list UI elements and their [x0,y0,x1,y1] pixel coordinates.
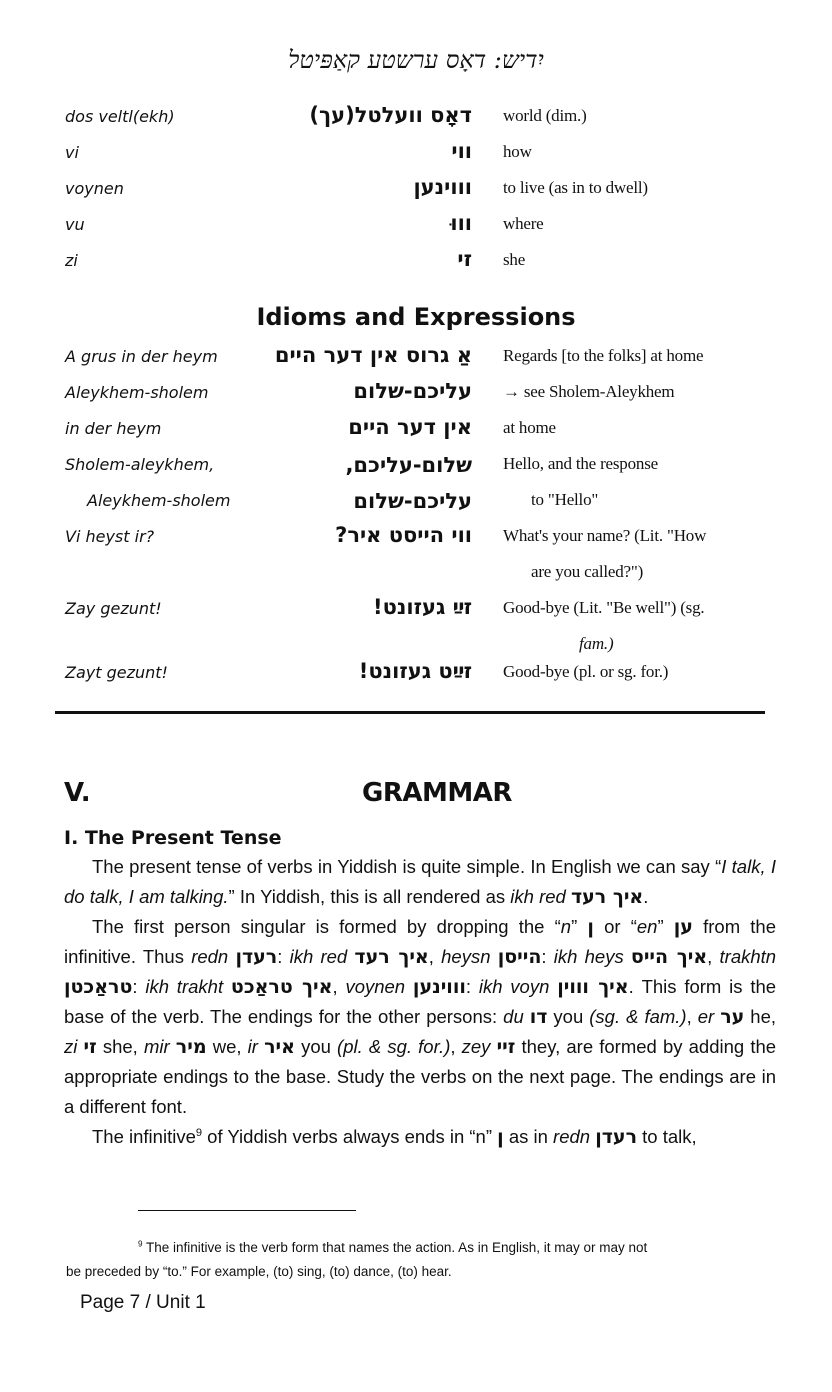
yiddish-inline: מיר [175,1036,207,1058]
vocabulary-list [0,105,832,285]
page-number: Page 7 / Unit 1 [80,1292,206,1313]
transliteration-inline: voynen [345,976,406,997]
yiddish-inline: ן [497,1126,504,1148]
text: : [541,946,554,967]
idiom-english: at home [503,418,556,437]
yiddish-inline: איך טראַכט [230,976,333,998]
vocab-transliteration: zi [65,251,78,270]
idiom-english-line: fam.) [579,634,614,653]
transliteration-inline: redn [191,946,229,967]
running-head: יִדיש: דאָס ערשטע קאַפּיטל [288,46,544,74]
idiom-english-line: to "Hello" [531,490,599,509]
text-italic: n [560,916,572,937]
idiom-row [0,525,832,597]
vocab-transliteration: voynen [65,179,124,198]
yiddish-inline: רעדן [235,946,278,968]
text-italic: en [636,916,658,937]
footnote-reference[interactable]: 9 [195,1126,203,1139]
vocab-english: where [503,214,544,233]
vocab-english: how [503,142,532,161]
idiom-english: → see Sholem-Aleykhem [503,382,675,401]
idiom-english [503,518,706,590]
text: she, [96,1036,144,1057]
transliteration-inline: ikh voyn [478,976,550,997]
text: : [132,976,146,997]
text: or “ [593,916,637,937]
text: as in [503,1126,554,1147]
yiddish-inline: ען [673,916,693,938]
transliteration-inline: ikh red [510,886,566,907]
footnote-marker: 9 [138,1239,143,1249]
text: , [707,946,720,967]
yiddish-inline: ער [720,1006,745,1028]
section-divider [55,711,765,714]
text: ” [657,916,674,937]
idiom-yiddish: עליכם-שלום [353,379,472,403]
footnote-text: The infinitive is the verb form that names the action. As in English, it may or may not [146,1240,648,1255]
vocab-row [0,213,832,249]
yiddish-inline: רעדן [595,1126,638,1148]
text: , [686,1006,698,1027]
idiom-transliteration: Aleykhem-sholem [65,383,209,402]
yiddish-inline: זי [83,1036,97,1058]
idiom-english: Good-bye (pl. or sg. for.) [503,662,669,681]
transliteration-inline: du [503,1006,524,1027]
text: . [643,886,649,907]
yiddish-inline: איך רעד [570,886,644,908]
vocab-english: she [503,250,526,269]
text: to talk, [637,1126,697,1147]
vocab-transliteration: vu [65,215,85,234]
text-italic: (pl. & sg. for.) [337,1036,451,1057]
text: The present tense of verbs in Yiddish is quite simple. In English we can say “ [92,856,722,877]
idiom-english-line: Hello, and the response [503,454,658,473]
yiddish-inline: ן [587,916,594,938]
idiom-row [0,453,832,525]
footnote-line [66,1236,776,1260]
idiom-transliteration: Vi heyst ir? [65,527,155,546]
idioms-list [0,345,832,705]
idiom-english [503,590,704,662]
transliteration-inline: mir [143,1036,170,1057]
text-italic: I talk, I do talk, I am talking. [64,856,777,907]
yiddish-inline: טראַכטן [64,976,133,998]
transliteration-inline: ikh red [289,946,348,967]
text: from the infinitive. Thus [64,916,776,967]
text: , [450,1036,462,1057]
idiom-transliteration: in der heym [65,419,162,438]
vocab-yiddish: זי [457,247,472,271]
yiddish-inline: איך הייס [630,946,708,968]
text: of Yiddish verbs always ends in “n” [202,1126,498,1147]
paragraph-infinitive [64,1122,776,1152]
idiom-yiddish: זײַ געזונט! [373,595,472,619]
vocab-english: world (dim.) [503,106,587,125]
idiom-english-line: Good-bye (Lit. "Be well") (sg. [503,598,705,617]
text: he, [744,1006,776,1027]
text: you [547,1006,590,1027]
grammar-section-number: V. [64,778,91,808]
yiddish-inline: וווינען [412,976,466,998]
yiddish-inline: איך וווין [557,976,629,998]
yiddish-inline: הייסן [497,946,542,968]
idiom-english: Regards [to the folks] at home [503,346,704,365]
paragraph-present-tense [64,852,776,912]
idiom-row [0,345,832,381]
transliteration-inline: redn [553,1126,591,1147]
text: ” [571,916,588,937]
yiddish-inline: דו [529,1006,548,1028]
text: The infinitive [92,1126,196,1147]
transliteration-inline: ikh heys [553,946,624,967]
transliteration-inline: zey [461,1036,491,1057]
idiom-english-line: are you called?") [531,562,644,581]
idiom-yiddish: אַ גרוס אין דער היים [274,343,472,367]
footnote-divider [138,1210,356,1211]
text: you [294,1036,338,1057]
text: : [465,976,479,997]
idiom-yiddish: זײַט געזונט! [358,659,472,683]
transliteration-inline: trakhtn [719,946,777,967]
idiom-yiddish: אין דער היים [348,415,472,439]
text: : [277,946,290,967]
transliteration-inline: zi [64,1036,78,1057]
idiom-english [503,446,658,518]
yiddish-inline: זיי [496,1036,516,1058]
grammar-body [64,852,776,1152]
idiom-row [0,381,832,417]
transliteration-inline: ir [247,1036,258,1057]
idiom-yiddish-line: שלום-עליכם, [345,453,472,477]
idiom-transliteration-line: Sholem-aleykhem, [65,455,215,474]
idiom-yiddish: ווי הייסט איר? [335,523,472,547]
footnote-text: be preceded by “to.” For example, (to) sing, (to) dance, (to) hear. [66,1264,452,1279]
transliteration-inline: ikh trakht [145,976,224,997]
vocab-yiddish: וווּ [450,211,472,235]
paragraph-first-person [64,912,776,1122]
idiom-row [0,659,832,705]
idiom-transliteration: A grus in der heym [65,347,218,366]
text: . [628,976,634,997]
idiom-yiddish [260,447,472,519]
idiom-transliteration [65,447,230,519]
text: , [332,976,346,997]
yiddish-inline: איך רעד [354,946,429,968]
vocab-transliteration: dos veltl(ekh) [65,107,175,126]
vocab-yiddish: דאָס וועלטל(עך) [309,103,472,127]
transliteration-inline: er [697,1006,715,1027]
vocab-transliteration: vi [65,143,79,162]
present-tense-subheading: I. The Present Tense [64,827,282,849]
yiddish-inline: איר [264,1036,295,1058]
idiom-transliteration: Zayt gezunt! [65,663,168,682]
footnote [66,1236,776,1284]
vocab-row [0,141,832,177]
idiom-yiddish-line: עליכם-שלום [353,489,472,513]
text: ” In Yiddish, this is all rendered as [228,886,511,907]
idiom-transliteration-line: Aleykhem-sholem [87,491,231,510]
vocab-row [0,177,832,213]
footnote-line [66,1260,776,1284]
text: This form is the base of the verb. The endings for the other persons: [64,976,777,1027]
vocab-row [0,105,832,141]
idioms-heading: Idioms and Expressions [256,303,576,331]
idiom-english-line: What's your name? (Lit. "How [503,526,707,545]
transliteration-inline: heysn [441,946,491,967]
idiom-transliteration: Zay gezunt! [65,599,162,618]
text: , [428,946,442,967]
vocab-yiddish: ווי [451,139,472,163]
text: we, [206,1036,248,1057]
text: The first person singular is formed by dropping the “ [92,916,561,937]
vocab-english: to live (as in to dwell) [503,178,648,197]
text-italic: (sg. & fam.) [589,1006,687,1027]
vocab-row [0,249,832,285]
grammar-section-title: GRAMMAR [362,778,512,808]
text: they, are formed by adding the appropriate endings to the base. Study the verbs on the next page. The endings are in a different font. [64,1036,777,1117]
vocab-yiddish: וווינען [413,175,472,199]
